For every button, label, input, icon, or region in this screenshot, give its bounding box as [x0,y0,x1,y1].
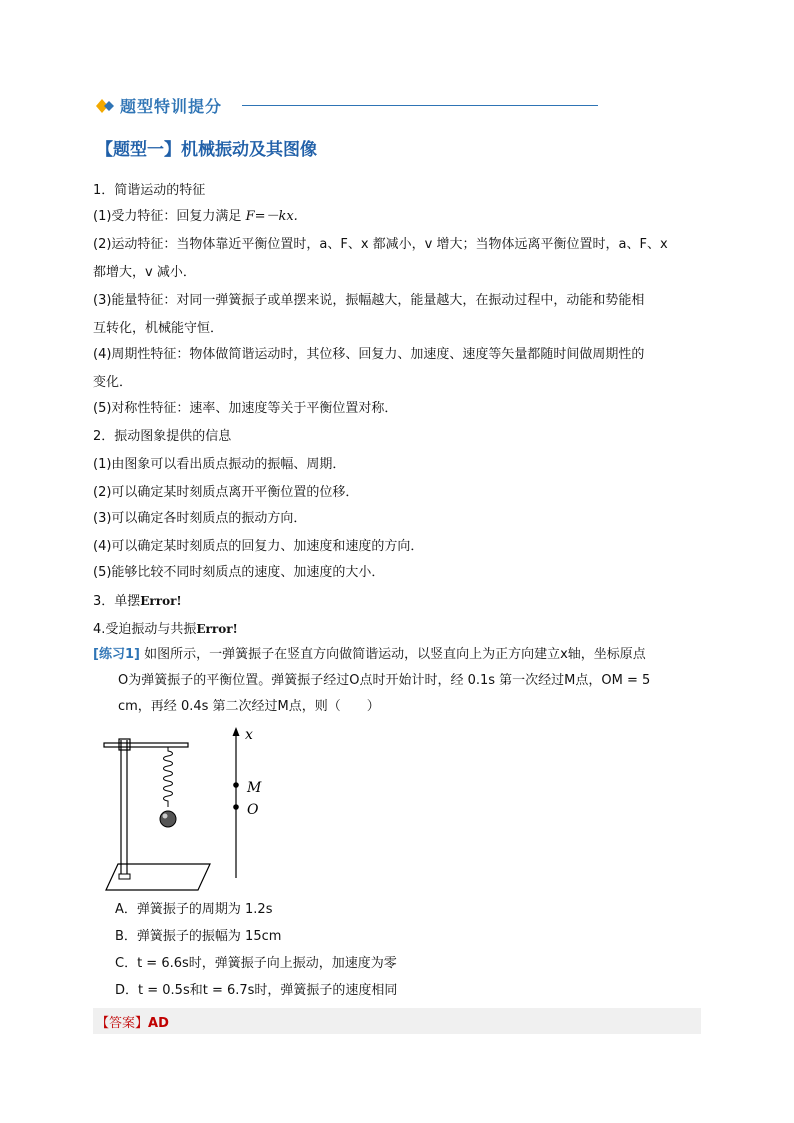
answer-line [96,1012,169,1031]
stand-arm [104,743,188,747]
exercise-line: cm，再经 0.4s 第二次经过M点，则（ ） [118,699,380,714]
ball [160,811,176,827]
point-m-marker [233,782,239,788]
section-header [96,94,222,117]
spring [164,747,173,807]
item-4-label: 4.受迫振动与共振 [93,622,197,637]
body-line: (2)运动特征：当物体靠近平衡位置时，a、F、x 都减小，v 增大；当物体远离平衡位置时，a、F、x [93,237,668,252]
body-line: (5)能够比较不同时刻质点的速度、加速度的大小． [93,565,385,580]
spring-oscillator-figure [96,725,286,895]
stand-foot [119,874,130,879]
body-line: 变化． [93,375,133,390]
error-text: Error! [196,622,238,636]
diamond-icon [96,98,116,114]
body-line: (5)对称性特征：速率、加速度等关于平衡位置对称． [93,401,398,416]
body-line: 互转化，机械能守恒． [93,321,224,336]
header-title: 题型特训提分 [120,97,223,116]
option-c: C．t = 6.6s时，弹簧振子向上振动，加速度为零 [115,956,397,971]
exercise-line: O为弹簧振子的平衡位置。弹簧振子经过O点时开始计时，经 0.1s 第一次经过M点，OM = 5 [118,673,651,688]
body-line [93,592,182,611]
item-3-label: 3．单摆 [93,594,141,609]
option-b: B．弹簧振子的振幅为 15cm [115,929,282,944]
answer-value: AD [148,1016,169,1031]
option-a: A．弹簧振子的周期为 1.2s [115,902,273,917]
body-line [93,208,298,226]
point-m-label: M [247,780,262,796]
body-line: (2)可以确定某时刻质点离开平衡位置的位移． [93,485,359,500]
answer-tag: 【答案】 [96,1016,149,1031]
point-o-label: O [247,802,259,818]
option-d: D．t = 0.5s和t = 6.7s时，弹簧振子的速度相同 [115,983,398,998]
exercise-text: 如图所示，一弹簧振子在竖直方向做简谐运动，以竖直向上为正方向建立x轴，坐标原点 [144,647,646,662]
ball-highlight [163,814,168,819]
body-line [93,620,238,639]
force-formula: F=－kx. [245,209,298,224]
section-title: 【题型一】机械振动及其图像 [96,140,317,160]
x-axis-arrow [233,727,240,736]
point-o-marker [233,804,239,810]
error-text: Error! [140,594,182,608]
body-line: (4)周期性特征：物体做简谐运动时，其位移、回复力、加速度、速度等矢量都随时间做周期性的 [93,347,645,362]
exercise-line [93,646,646,664]
answer-bar [93,1008,701,1034]
body-text: (1)受力特征：回复力满足 [93,209,242,224]
body-line: (4)可以确定某时刻质点的回复力、加速度和速度的方向． [93,539,424,554]
header-divider [242,105,598,106]
exercise-tag: [练习1] [93,647,140,662]
body-line: 1．简谐运动的特征 [93,183,206,198]
body-line: (3)可以确定各时刻质点的振动方向． [93,511,307,526]
x-axis-label: x [245,727,253,743]
body-line: 都增大，v 减小． [93,265,196,280]
body-line: 2．振动图象提供的信息 [93,429,232,444]
body-line: (3)能量特征：对同一弹簧振子或单摆来说，振幅越大，能量越大，在振动过程中，动能和势能相 [93,293,645,308]
body-line: (1)由图象可以看出质点振动的振幅、周期． [93,457,346,472]
